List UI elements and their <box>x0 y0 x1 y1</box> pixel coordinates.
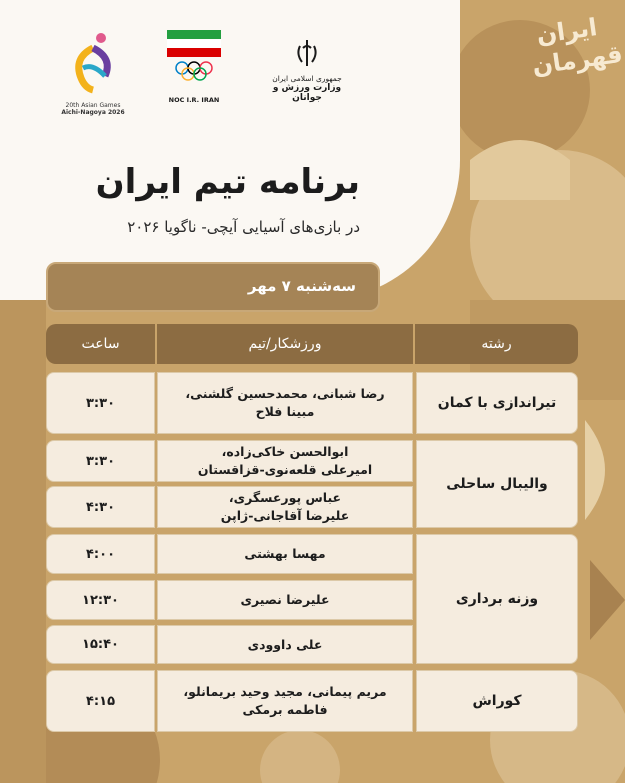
time-cell: ۳:۳۰ <box>46 372 155 434</box>
athlete-line: فاطمه برمکی <box>242 702 328 717</box>
ministry-logo <box>262 38 352 103</box>
date-banner <box>46 262 380 312</box>
column-header-time: ساعت <box>46 324 155 364</box>
athlete-line: علیرضا آقاجانی-ژاپن <box>220 508 350 523</box>
athletes-cell <box>157 440 413 482</box>
noc-logo <box>158 30 230 104</box>
athletes-cell <box>157 534 413 574</box>
brand-logo: ایران قهرمان <box>530 13 625 81</box>
athletes-cell <box>157 670 413 732</box>
page-title: برنامه تیم ایران <box>95 162 360 202</box>
athlete-line: ابوالحسن خاکی‌زاده، <box>221 444 349 459</box>
page-subtitle: در بازی‌های آسیایی آیچی- ناگویا ۲۰۲۶ <box>127 218 360 236</box>
athletes-cell <box>157 580 413 620</box>
time-cell: ۴:۰۰ <box>46 534 155 574</box>
sport-cell: والیبال ساحلی <box>416 440 578 528</box>
ministry-line1: جمهوری اسلامی ایران <box>272 74 342 83</box>
athlete-line: امیرعلی قلعه‌نوی-قزاقستان <box>197 462 373 477</box>
asian-games-logo <box>48 28 138 116</box>
athlete-line: مهسا بهشتی <box>244 546 326 561</box>
asian-games-line2: Aichi-Nagoya 2026 <box>61 109 125 116</box>
sport-cell: کوراش <box>416 670 578 732</box>
asian-games-emblem-icon <box>63 28 123 98</box>
sport-cell: تیراندازی با کمان <box>416 372 578 434</box>
sport-cell: وزنه برداری <box>416 534 578 664</box>
athlete-line: علی داوودی <box>247 636 323 652</box>
column-header-athletes: ورزشکار/تیم <box>157 324 413 364</box>
ministry-line2: وزارت ورزش و جوانان <box>272 83 342 103</box>
time-cell: ۱۲:۳۰ <box>46 580 155 620</box>
athlete-line: عباس پورعسگری، <box>228 490 342 505</box>
iran-emblem-icon <box>292 38 322 68</box>
noc-label: NOC I.R. IRAN <box>168 96 220 104</box>
athlete-line: علیرضا نصیری <box>240 592 330 607</box>
athletes-cell <box>157 625 413 664</box>
athlete-line: مبینا فلاح <box>255 404 315 419</box>
athletes-cell <box>157 486 413 528</box>
asian-games-line1: 20th Asian Games <box>65 102 121 109</box>
date-label: سه‌شنبه ۷ مهر <box>247 277 356 295</box>
column-header-sport: رشته <box>415 324 578 364</box>
time-cell: ۴:۱۵ <box>46 670 155 732</box>
athletes-cell <box>157 372 413 434</box>
time-cell: ۳:۳۰ <box>46 440 155 482</box>
time-cell: ۴:۳۰ <box>46 486 155 528</box>
athlete-line: مریم پیمانی، مجید وحید بریمانلو، <box>183 684 387 699</box>
time-cell: ۱۵:۴۰ <box>46 625 155 664</box>
iran-flag-olympic-rings-icon <box>166 30 222 92</box>
athlete-line: رضا شبانی، محمدحسین گلشنی، <box>185 386 385 401</box>
